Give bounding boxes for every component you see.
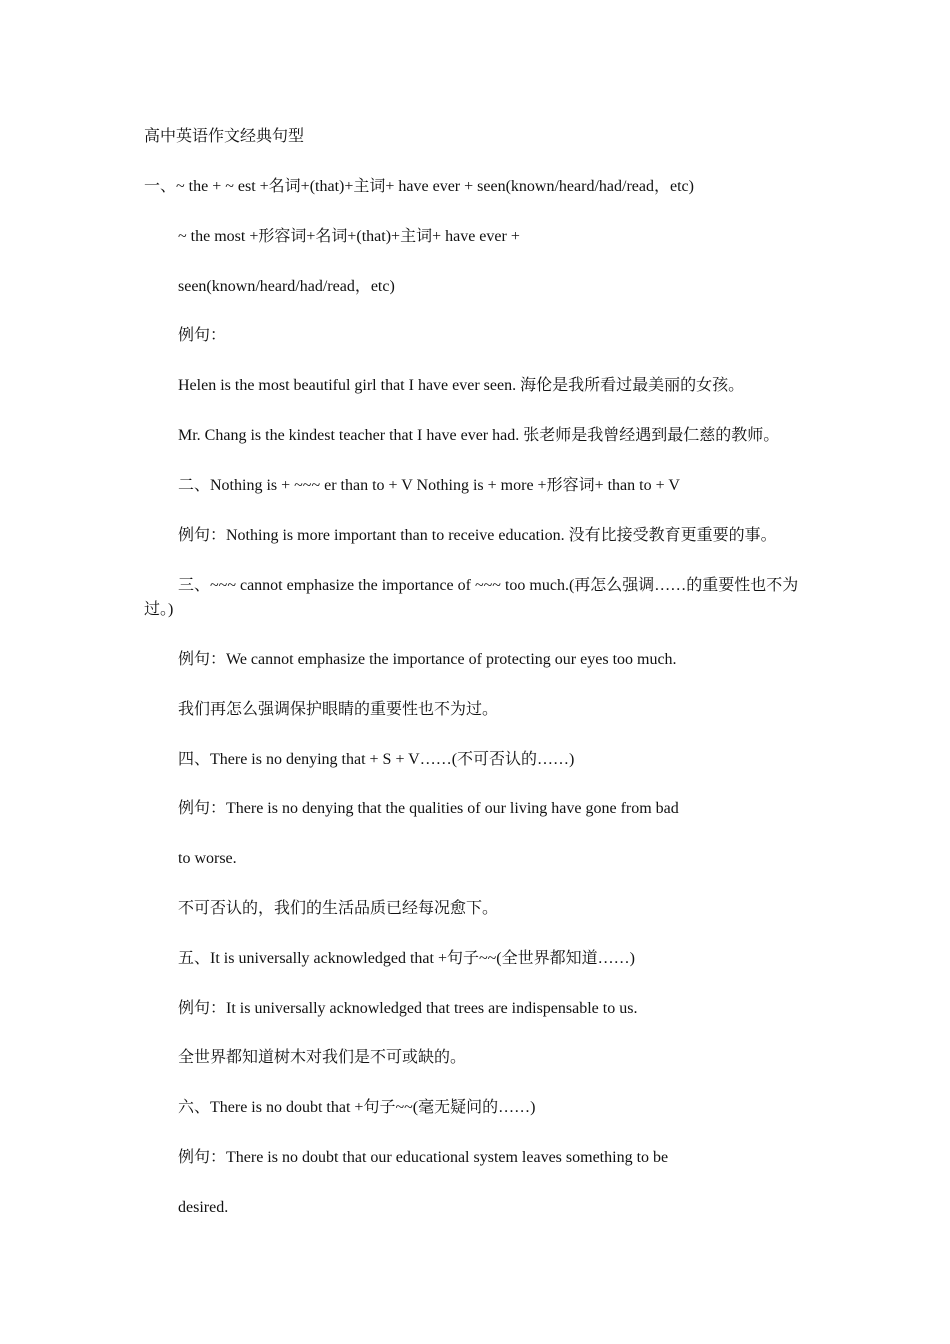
- example-translation: 全世界都知道树木对我们是不可或缺的。: [178, 1049, 467, 1066]
- document-title: 高中英语作文经典句型: [144, 128, 305, 145]
- example-sentence: 例句：There is no denying that the qualities of our living have gone from bad: [178, 800, 679, 817]
- example-label: 例句：: [178, 327, 227, 344]
- example-sentence: 例句：There is no doubt that our educational system leaves something to be: [178, 1149, 669, 1166]
- pattern-1-variant-cont: seen(known/heard/had/read，etc): [178, 278, 395, 295]
- pattern-3-heading: 三、~~~ cannot emphasize the importance of ~~~ too much.(再怎么强调……的重要性也不为过。): [144, 577, 799, 618]
- pattern-4-heading: 四、There is no denying that + S + V……(不可否认的……): [178, 751, 575, 768]
- pattern-6-heading: 六、There is no doubt that +句子~~(毫无疑问的……): [178, 1099, 536, 1116]
- pattern-5-heading: 五、It is universally acknowledged that +句子~~(全世界都知道……): [178, 950, 635, 967]
- example-sentence-cont: desired.: [178, 1199, 229, 1216]
- example-sentence: Helen is the most beautiful girl that I have ever seen. 海伦是我所看过最美丽的女孩。: [178, 377, 745, 394]
- example-translation: 我们再怎么强调保护眼睛的重要性也不为过。: [178, 701, 499, 718]
- example-translation: 不可否认的，我们的生活品质已经每况愈下。: [178, 900, 499, 917]
- example-sentence: Mr. Chang is the kindest teacher that I have ever had. 张老师是我曾经遇到最仁慈的教师。: [178, 427, 780, 444]
- example-sentence: 例句：We cannot emphasize the importance of protecting our eyes too much.: [178, 651, 677, 668]
- example-sentence: 例句：It is universally acknowledged that trees are indispensable to us.: [178, 1000, 638, 1017]
- pattern-2-heading: 二、Nothing is + ~~~ er than to + V Nothing is + more +形容词+ than to + V: [178, 477, 680, 494]
- pattern-1-variant: ~ the most +形容词+名词+(that)+主词+ have ever +: [178, 228, 520, 245]
- pattern-1-heading: 一、~ the + ~ est +名词+(that)+主词+ have ever + seen(known/heard/had/read，etc): [144, 178, 694, 195]
- example-sentence-cont: to worse.: [178, 850, 237, 867]
- example-sentence: 例句：Nothing is more important than to receive education. 没有比接受教育更重要的事。: [178, 527, 777, 544]
